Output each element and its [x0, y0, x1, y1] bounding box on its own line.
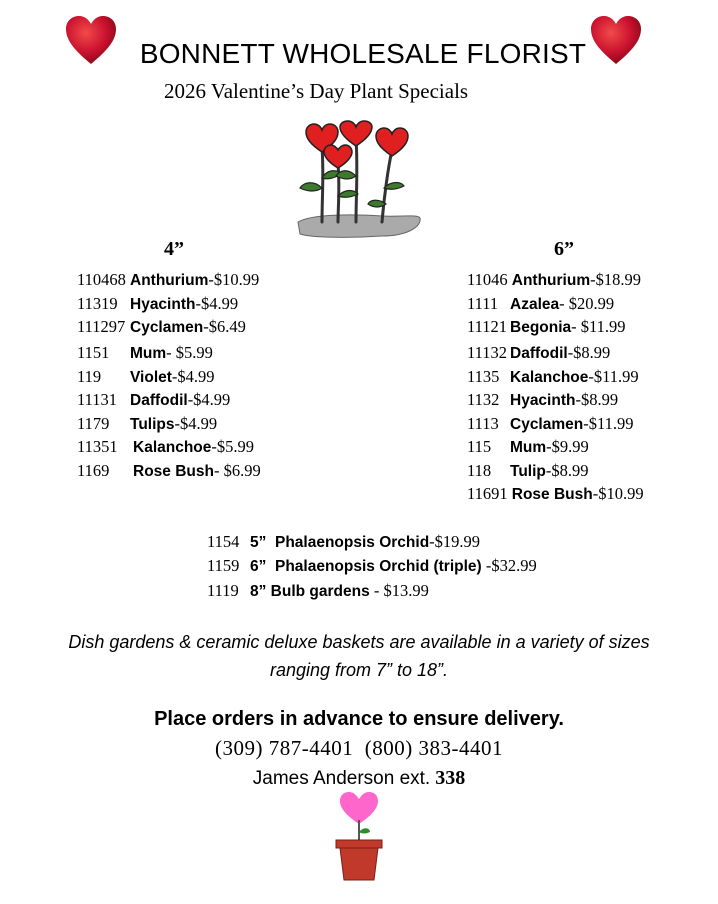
list-item: 11131 Daffodil-$4.99 [77, 390, 231, 409]
notice-line: Dish gardens & ceramic deluxe baskets are available in a variety of sizes [68, 632, 650, 652]
list-item: 1179 Tulips-$4.99 [77, 414, 218, 433]
list-item: 1159 6” Phalaenopsis Orchid (triple) -$32.99 [207, 556, 537, 575]
list-item: 1132 Hyacinth-$8.99 [467, 390, 619, 409]
list-item: 11121 Begonia- $11.99 [467, 317, 626, 336]
contact-extension: 338 [430, 767, 466, 789]
page-title: BONNETT WHOLESALE FLORIST [139, 38, 587, 69]
list-item: 1154 5” Phalaenopsis Orchid-$19.99 [207, 532, 481, 551]
list-item: 1111 Azalea- $20.99 [467, 294, 615, 313]
list-item: 1113 Cyclamen-$11.99 [467, 414, 634, 433]
availability-notice [0, 628, 718, 684]
list-item: 11351 Kalanchoe-$5.99 [77, 437, 255, 456]
list-item: 115 Mum-$9.99 [467, 437, 589, 456]
list-item: 1135 Kalanchoe-$11.99 [467, 367, 639, 386]
list-item: 1119 8” Bulb gardens - $13.99 [207, 581, 429, 600]
list-item: 11691 Rose Bush-$10.99 [467, 484, 644, 503]
list-item: 110468 Anthurium-$10.99 [77, 270, 260, 289]
list-item: 1151 Mum- $5.99 [77, 343, 213, 362]
contact-line [0, 767, 718, 790]
phone-numbers: (309) 787-4401 (800) 383-4401 [215, 736, 503, 760]
list-item: 119 Violet-$4.99 [77, 367, 215, 386]
list-item: 118 Tulip-$8.99 [467, 461, 589, 480]
list-item: 11132 Daffodil-$8.99 [467, 343, 611, 362]
page-subtitle: 2026 Valentine’s Day Plant Specials [164, 79, 469, 103]
heart-pot-icon [332, 790, 386, 889]
list-item: 11319 Hyacinth-$4.99 [77, 294, 239, 313]
four-inch-heading: 4” [164, 238, 184, 260]
list-item: 1169 Rose Bush- $6.99 [77, 461, 261, 480]
list-item: 11046 Anthurium-$18.99 [467, 270, 641, 289]
notice-line: ranging from 7” to 18”. [269, 660, 449, 680]
contact-name: James Anderson ext. [252, 768, 431, 789]
heart-flowers-icon [292, 118, 424, 245]
list-item: 111297 Cyclamen-$6.49 [77, 317, 246, 336]
order-call-to-action: Place orders in advance to ensure delivery. [154, 708, 564, 730]
six-inch-heading: 6” [554, 238, 574, 260]
